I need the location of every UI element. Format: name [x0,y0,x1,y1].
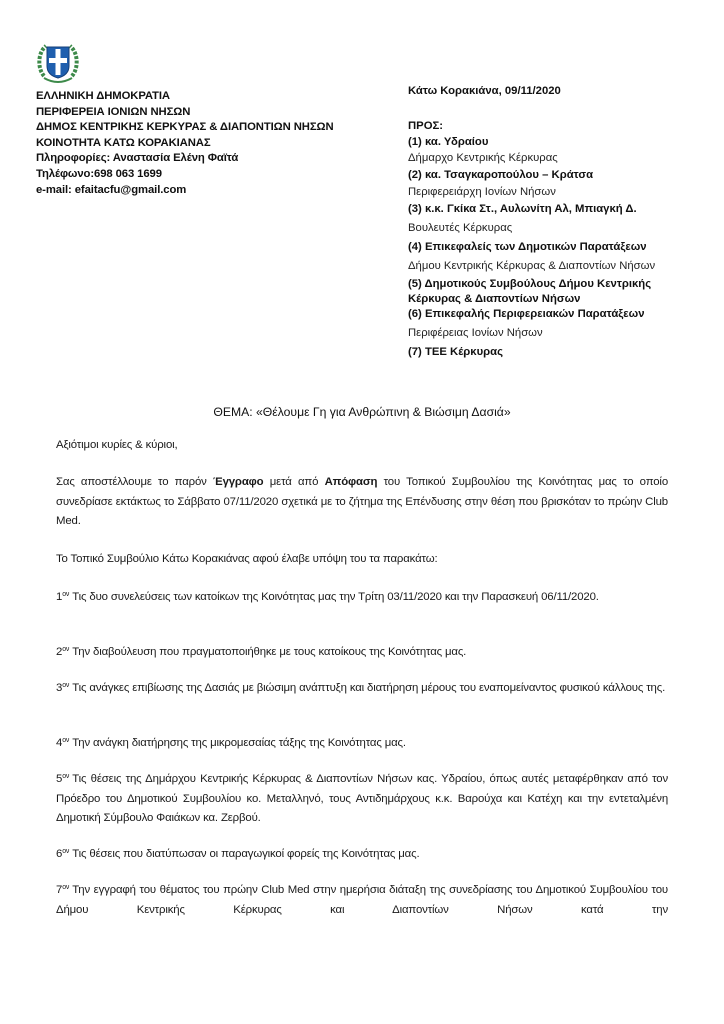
recipient-name: (2) κα. Τσαγκαροπούλου – Κράτσα [408,169,594,181]
place-and-date: Κάτω Κορακιάνα, 09/11/2020 [408,85,561,97]
subject-line: ΘΕΜΑ: «Θέλουμε Γη για Ανθρώπινη & Βιώσιμη Δασιά» [213,405,511,419]
point-text: Τις θέσεις της Δημάρχου Κεντρικής Κέρκυρας & Διαποντίων Νήσων κας. Υδραίου, όπως αυτές μεταφέρθηκαν από τον Πρόεδρο του Δημοτικού Συμβουλίου κο. Μεταλληνό, τους Αντιδημάρχους κ.κ. Βαρούχα και Κατέχη και την εντεταλμένη Δημοτική Σύμβουλο Φαιάκων κα. Ζερβού. [56,773,668,824]
ordinal-suffix: ον [62,682,70,689]
recipient-name: (6) Επικεφαλής Περιφερειακών Παρατάξεων [408,308,645,320]
point-number: 1 [56,591,63,603]
bold-document-word: Έγγραφο [213,476,264,488]
country-name: ΕΛΛΗΝΙΚΗ ΔΗΜΟΚΡΑΤΙΑ [36,90,170,102]
point-text: Τις δυο συνελεύσεις των κατοίκων της Κοινότητας μας την Τρίτη 03/11/2020 και την Παρασκευή 06/11/2020. [72,591,599,603]
point-number: 3 [56,682,63,694]
recipient-name-continued: Κέρκυρας & Διαποντίων Νήσων [408,292,581,305]
point-item [56,640,668,663]
recipients-block [408,118,655,361]
point-text: Τις θέσεις που διατύπωσαν οι παραγωγικοί φορείς της Κοινότητας μας. [72,848,420,860]
point-number: 5 [56,773,63,785]
ordinal-suffix: ον [62,591,70,598]
point-item [56,731,668,754]
recipient-name: (5) Δημοτικούς Συμβούλους Δήμου Κεντρικής [408,278,652,290]
point-text: Την διαβούλευση που πραγματοποιήθηκε με τους κατοίκους της Κοινότητας μας. [72,646,467,658]
intro-paragraph: Σας αποστέλλουμε το παρόν Έγγραφο μετά από Απόφαση του Τοπικού Συμβουλίου της Κοινότητας μας το οποίο συνεδρίασε εκτάκτως το Σάββατο 07/11/2020 σχετικά με το ζήτημα της Επένδυσης στην θέση που βρισκόταν το πρώην Club Med. [56,476,668,527]
point-number: 6 [56,848,63,860]
contact-email[interactable]: e-mail: efaitacfu@gmail.com [36,183,187,196]
point-number: 2 [56,646,63,658]
recipient-name: (7) ΤΕΕ Κέρκυρας [408,346,503,358]
point-number: 7 [56,884,63,896]
point-item [56,767,668,829]
recipient-role: Περιφέρειας Ιονίων Νήσων [408,327,543,339]
greek-coat-of-arms-icon [36,40,80,86]
recipients-heading: ΠΡΟΣ: [408,120,444,132]
community-name: ΚΟΙΝΟΤΗΤΑ ΚΑΤΩ ΚΟΡΑΚΙΑΝΑΣ [36,136,211,149]
contact-phone: Τηλέφωνο:698 063 1699 [36,167,162,180]
greeting: Αξιότιμοι κυρίες & κύριοι, [56,439,178,451]
point-number: 4 [56,737,63,749]
ordinal-suffix: ον [62,773,70,780]
recipient-name: (4) Επικεφαλείς των Δημοτικών Παρατάξεων [408,241,647,253]
point-text: Την εγγραφή του θέματος του πρώην Club Med στην ημερήσια διάταξη της συνεδρίασης του Δημοτικού Συμβουλίου του Δήμου Κεντρικής Κέρκυρας και Διαποντίων Νήσων κατά την [56,884,668,916]
contact-person: Πληροφορίες: Αναστασία Ελένη Φαϊτά [36,152,239,165]
point-item [56,878,668,920]
region-name: ΠΕΡΙΦΕΡΕΙΑ ΙΟΝΙΩΝ ΝΗΣΩΝ [36,105,191,118]
point-text: Τις ανάγκες επιβίωσης της Δασιάς με βιώσιμη ανάπτυξη και διατήρηση μέρους του εναπομείναντος φυσικού κάλλους της. [72,682,666,694]
point-item [56,842,668,865]
coat-of-arms-graphic [36,40,80,86]
recipient-role: Περιφερειάρχη Ιονίων Νήσων [408,186,556,198]
recipient-role: Βουλευτές Κέρκυρας [408,222,513,234]
lead-in-paragraph: Το Τοπικό Συμβούλιο Κάτω Κορακιάνας αφού έλαβε υπόψη του τα παρακάτω: [56,553,438,565]
sender-block [36,89,334,198]
bold-decision-word: Απόφαση [324,476,378,488]
ordinal-suffix: ον [62,884,70,891]
point-item [56,676,668,699]
ordinal-suffix: ον [62,646,70,653]
recipient-name: (1) κα. Υδραίου [408,136,489,148]
ordinal-suffix: ον [62,848,70,855]
municipality-name: ΔΗΜΟΣ ΚΕΝΤΡΙΚΗΣ ΚΕΡΚΥΡΑΣ & ΔΙΑΠΟΝΤΙΩΝ ΝΗΣΩΝ [36,121,334,134]
recipient-role: Δήμου Κεντρικής Κέρκυρας & Διαποντίων Νήσων [408,260,656,272]
recipient-name: (3) κ.κ. Γκίκα Στ., Αυλωνίτη Αλ, Μπιαγκή Δ. [408,203,637,215]
point-item [56,585,668,608]
ordinal-suffix: ον [62,737,70,744]
recipient-role: Δήμαρχο Κεντρικής Κέρκυρας [408,152,558,164]
point-text: Την ανάγκη διατήρησης της μικρομεσαίας τάξης της Κοινότητας μας. [72,737,406,749]
